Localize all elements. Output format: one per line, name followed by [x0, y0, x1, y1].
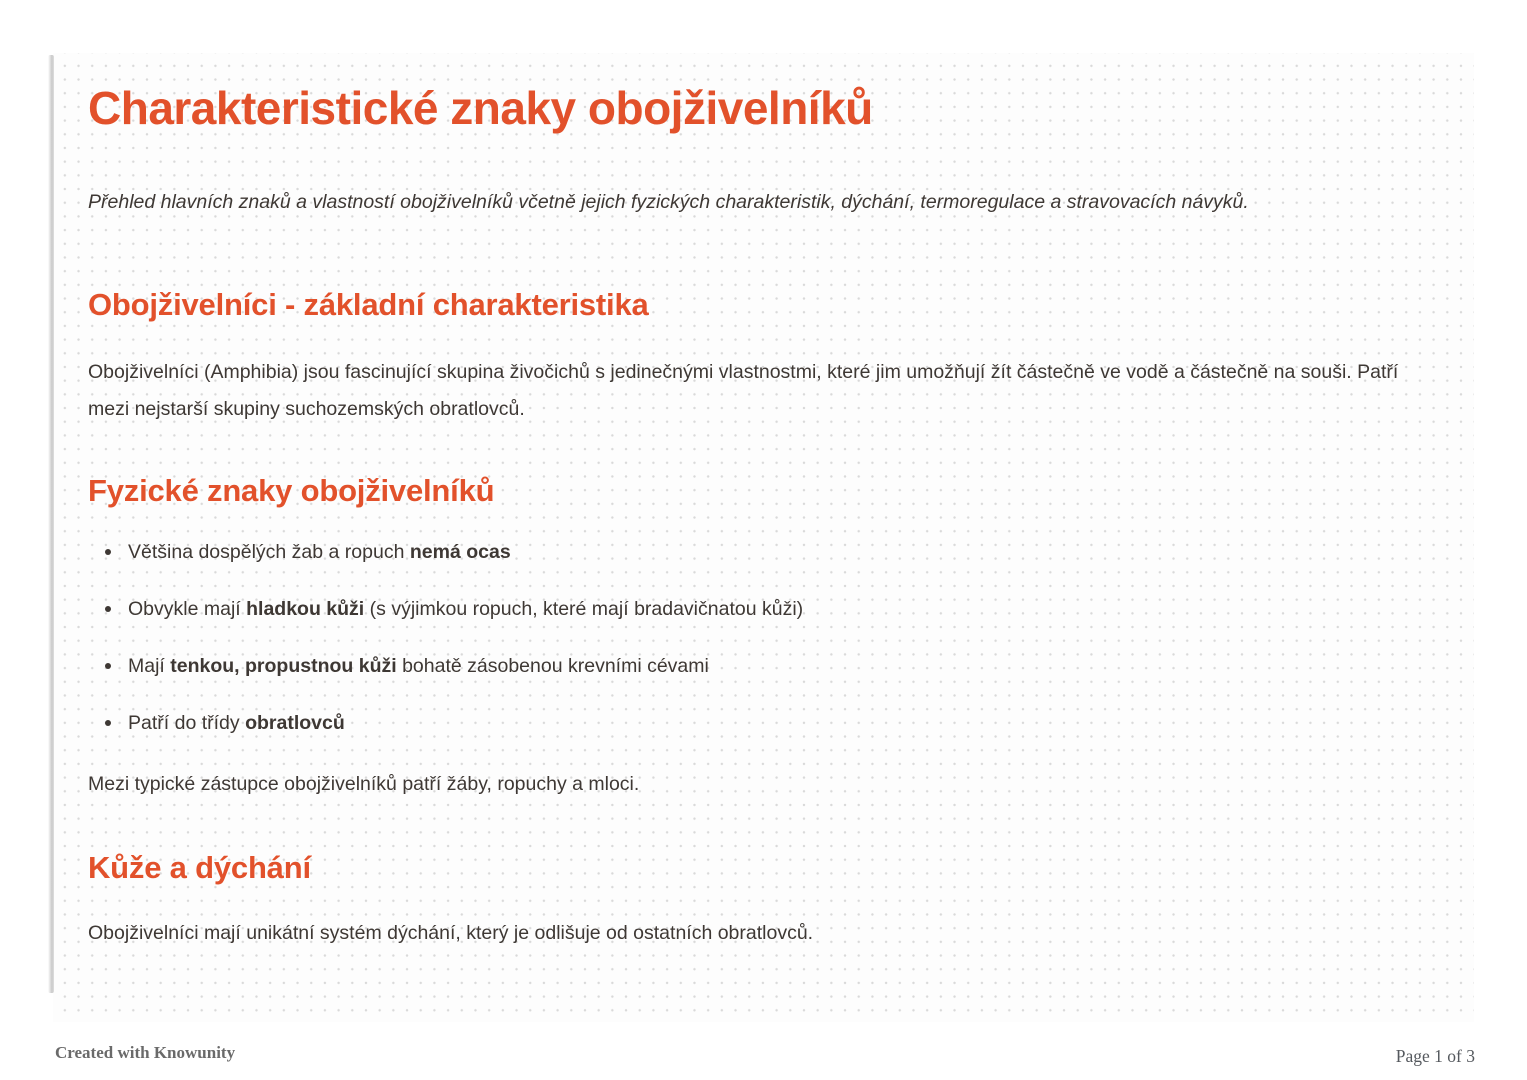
- bullet-text-pre: Většina dospělých žab a ropuch: [128, 541, 410, 563]
- section-heading-skin-and-breathing: Kůže a dýchání: [88, 850, 311, 885]
- bullet-text-pre: Obvykle mají: [128, 598, 247, 620]
- physical-traits-bullet-list: [88, 538, 1426, 737]
- list-item: [88, 538, 1426, 566]
- page-left-edge-shadow: [48, 55, 54, 993]
- bullet-text-post: bohatě zásobenou krevními cévami: [396, 655, 709, 677]
- bullet-icon: [105, 606, 111, 612]
- page-number-label: Page 1 of 3: [1395, 1046, 1475, 1066]
- bullet-icon: [105, 549, 111, 555]
- bullet-text-pre: Patří do třídy: [128, 712, 246, 734]
- section-paragraph-basic-characteristics: Obojživelníci (Amphibia) jsou fascinující skupina živočichů s jedinečnými vlastnostmi, které jim umožňují žít částečně ve vodě a částečně na souši. Patří mezi nejstarší skupiny suchozemských obratlovců.: [88, 361, 1399, 420]
- list-item: [88, 595, 1426, 623]
- bullet-text-bold: tenkou, propustnou kůži: [170, 655, 397, 677]
- bullet-text-bold: nemá ocas: [409, 541, 511, 563]
- section-paragraph-typical-representatives: Mezi typické zástupce obojživelníků patří žáby, ropuchy a mloci.: [88, 773, 640, 795]
- note-page-card: [53, 53, 1474, 1022]
- section-heading-basic-characteristics: Obojživelníci - základní charakteristika: [88, 287, 649, 322]
- page-subtitle: Přehled hlavních znaků a vlastností obojživelníků včetně jejich fyzických charakteristik, dýchání, termoregulace a stravovacích návyků.: [88, 191, 1249, 213]
- bullet-text-bold: obratlovců: [245, 712, 345, 734]
- created-with-knowunity-label: Created with Knowunity: [55, 1043, 236, 1062]
- section-heading-physical-traits: Fyzické znaky obojživelníků: [88, 473, 495, 508]
- bullet-text-bold: hladkou kůži: [246, 598, 365, 620]
- section-paragraph-skin-and-breathing: Obojživelníci mají unikátní systém dýchání, který je odlišuje od ostatních obratlovců.: [88, 922, 814, 944]
- list-item: [88, 709, 1426, 737]
- bullet-text-post: (s výjimkou ropuch, které mají bradavičnatou kůži): [364, 598, 804, 620]
- list-item: [88, 652, 1426, 680]
- bullet-icon: [105, 663, 111, 669]
- bullet-icon: [105, 720, 111, 726]
- bullet-text-pre: Mají: [128, 655, 171, 677]
- page-title: Charakteristické znaky obojživelníků: [88, 82, 873, 134]
